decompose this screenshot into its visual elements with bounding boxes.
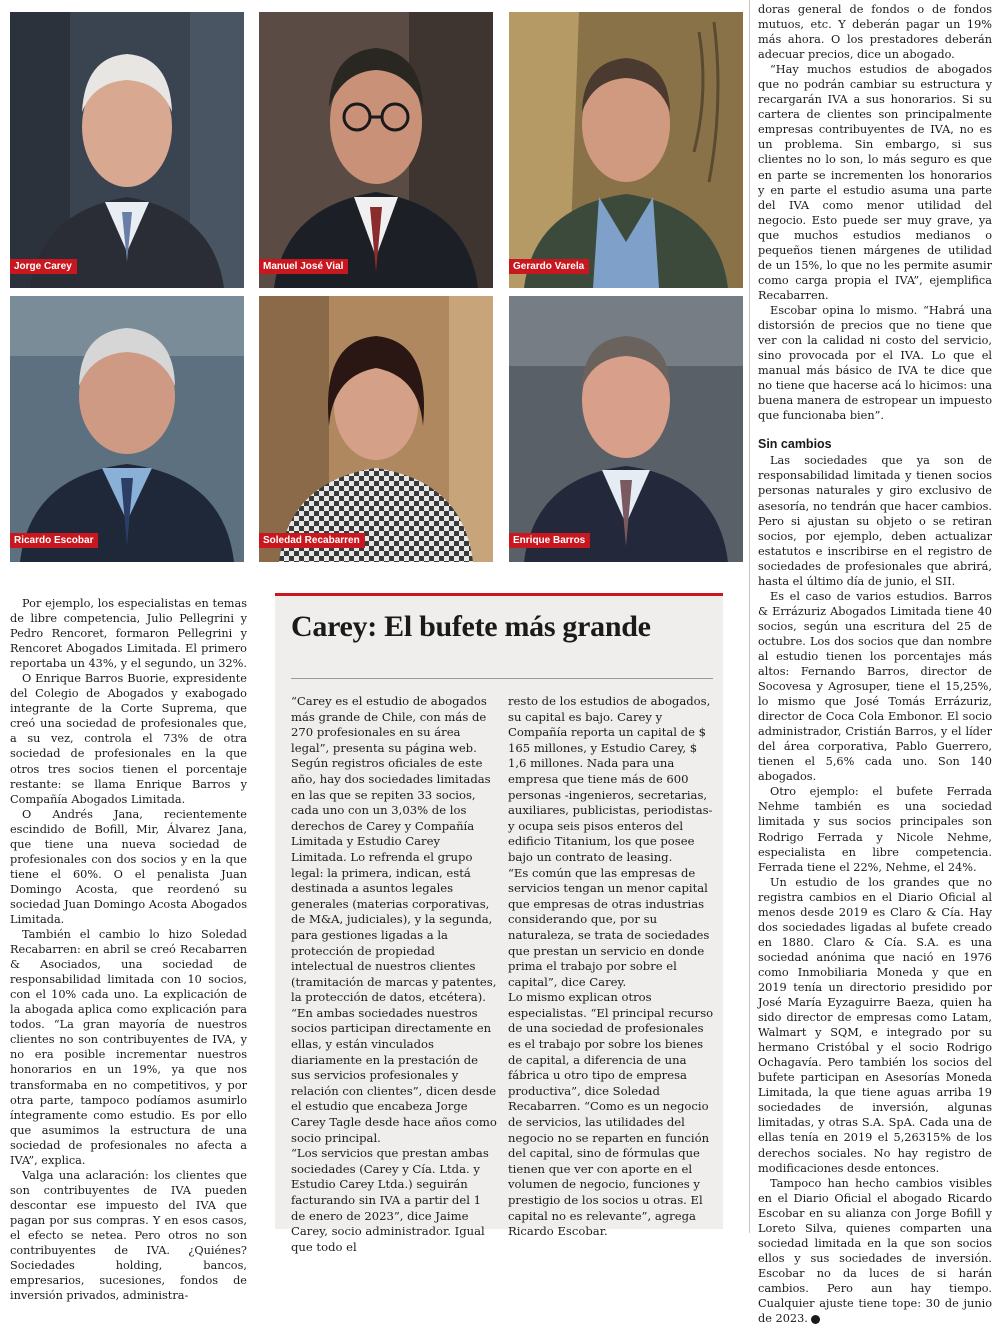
sidebar-column-right: [508, 694, 714, 1240]
photo-caption: Manuel José Vial: [259, 259, 348, 274]
body-paragraph: “Hay muchos estudios de abogados que no podrán cambiar su estructura y recargarán IVA a sus honorarios. Si su cartera de clientes son principalmente empresas contribuyentes de IVA, no es un problema. Sin embargo, si sus clientes no lo son, lo más seguro es que en parte se incrementen los honorarios y en parte el estudio asuma una parte del IVA como menor utilidad del negocio. Esto puede ser muy grave, ya que muchos estudios medianos o pequeños tienen márgenes de utilidad de un 15%, lo que no les permite asumir como carga propia el IVA”, ejemplifica Recabarren.: [758, 63, 992, 302]
photo-soledad-recabarren: [259, 296, 493, 562]
sidebar-paragraph: “Es común que las empresas de servicios tengan un menor capital que empresas de otras industrias considerando que, por su naturaleza, se trata de sociedades que prestan un servicio en donde prima el trabajo por sobre el capital”, dice Carey.: [508, 865, 710, 989]
portrait-image: [10, 296, 244, 562]
end-mark-icon: P: [811, 1315, 820, 1324]
body-paragraph: Valga una aclaración: los clientes que son contribuyentes de IVA pueden descontar ese impuesto del IVA que pagan por sus compras. Y en esos casos, el efecto se netea. Pero otros no son contribuyentes de IVA. ¿Quiénes? Sociedades holding, bancos, empresarios, sucesiones, fondos de inversión privados, administra-: [10, 1168, 247, 1303]
section-subhead: Sin cambios: [758, 437, 832, 452]
portrait-image: [509, 12, 743, 288]
portrait-image: [10, 12, 244, 288]
sidebar-title: Carey: El bufete más grande: [291, 610, 651, 643]
body-paragraph: Un estudio de los grandes que no registra cambios en el Diario Oficial al menos desde 2019 es Claro & Cía. Hay dos sociedades ligadas al bufete creado en 1880. Claro & Cía. S.A. es una sociedad anónima que nació en 1976 como Inmobiliaria Moneda y que en 2019 tenía un directorio presidido por José María Eyzaguirre Baeza, quien ha sido director de empresas como Latam, Walmart y SQM, e integrado por su hermano Cristóbal y el socio Rodrigo Ochagavía. Pero también los socios del bufete participan en Asesorías Moneda Limitada, la que tiene aguas arriba 19 sociedades de inversión, algunas limitadas, y otras S.A. SpA. Cada una de ellas tenía en 2019 el 5,26315% de los derechos sociales. No hay registro de modificaciones desde entonces.: [758, 875, 992, 1175]
title-rule: [291, 678, 713, 679]
body-paragraph: Es el caso de varios estudios. Barros & Errázuriz Abogados Limitada tiene 40 socios, según una escritura del 25 de octubre. Los dos socios que dan nombre al estudio tienen los porcentajes más altos: Fernando Barros, director de Socovesa y Agrosuper, tiene el 15,25%, lo mismo que José Tomás Errázuriz, director de Coca Cola Embonor. El socio administrador, Cristián Barros, y el líder del área corporativa, Pablo Guerrero, tienen el 5,6% cada uno. Son 140 abogados.: [758, 589, 992, 784]
photo-manuel-jose-vial: [259, 12, 493, 288]
photo-caption: Soledad Recabarren: [259, 533, 365, 548]
photo-enrique-barros: [509, 296, 743, 562]
body-paragraph: doras general de fondos o de fondos mutuos, etc. Y deberán pagar un 19% más ahora. O los prestadores deberán adecuar precios, dice un abogado.: [758, 3, 992, 62]
sidebar-paragraph: “En ambas sociedades nuestros socios participan directamente en ellas, y están vinculados diariamente en la prestación de sus servicios profesionales y relación con clientes”, dicen desde el estudio que encabeza Jorge Carey Tagle desde hace años como socio principal.: [291, 1005, 497, 1145]
body-paragraph: O Andrés Jana, recientemente escindido de Bofill, Mir, Álvarez Jana, que tiene una nueva sociedad de profesionales con dos socios y en la que tiene el 60%. O el penalista Juan Domingo Acosta, que reordenó su sociedad Juan Domingo Acosta Abogados Limitada.: [10, 807, 247, 926]
article-column-left: [10, 596, 247, 1303]
photo-caption: Gerardo Varela: [509, 259, 589, 274]
body-paragraph: O Enrique Barros Buorie, expresidente del Colegio de Abogados y exabogado integrante de la Corte Suprema, que creó una sociedad de profesionales que, a su vez, controla el 73% de otra sociedad de profesionales en la que otros tres socios tienen el porcentaje restante: se llama Enrique Barros y Compañía Abogados Limitada.: [10, 672, 247, 806]
closing-paragraph-text: Tampoco han hecho cambios visibles en el Diario Oficial el abogado Ricardo Escobar en su alianza con Jorge Bofill y Loreto Silva, quienes comparten una sociedad limitada en la que son socios ellos y sus sociedades de inversión. Escobar no da luces de si harán cambios. Pero aun hay tiempo. Cualquier ajuste tiene tope: 30 de junio de 2023.: [758, 1176, 992, 1326]
article-column-right: [758, 2, 992, 1326]
sidebar-paragraph: “Carey es el estudio de abogados más grande de Chile, con más de 270 profesionales en su área legal”, presenta su página web. Según registros oficiales de este año, hay dos sociedades limitadas en las que se repiten 33 socios, cada uno con un 3,03% de los derechos de Carey y Compañía Limitada y Estudio Carey Limitada. Lo refrenda el grupo legal: la primera, indican, está destinada a asuntos legales generales (materias corporativas, de M&A, judiciales), y la segunda, para gestiones ligadas a la protección de propiedad intelectual de nuestros clientes (tramitación de marcas y patentes, la protección de datos, etcétera).: [291, 694, 497, 1005]
sidebar-paragraph: resto de los estudios de abogados, su capital es bajo. Carey y Compañía reporta un capital de $ 165 millones, y Estudio Carey, $ 1,6 millones. Nada para una empresa que tiene más de 600 personas -ingenieros, secretarias, auxiliares, publicistas, periodistas- y ocupa seis pisos enteros del edificio Titanium, los que posee bajo un contrato de leasing.: [508, 694, 713, 864]
sidebar-column-left: [291, 694, 497, 1255]
sidebar-paragraph: Lo mismo explican otros especialistas. “El principal recurso de una sociedad de profesionales es el trabajo por sobre los bienes de capital, a diferencia de una fábrica u otro tipo de empresa productiva”, dice Soledad Recabarren. “Como es un negocio de servicios, las utilidades del negocio no se reparten en función del capital, sino de fórmulas que tienen que ver con aporte en el volumen de negocio, funciones y prestigio de los socios u otras. El capital no es relevante”, agrega Ricardo Escobar.: [508, 990, 714, 1239]
sidebar-box: [275, 593, 723, 1254]
portrait-image: [509, 296, 743, 562]
photo-caption: Enrique Barros: [509, 533, 590, 548]
column-divider: [749, 0, 750, 1233]
portrait-image: [259, 12, 493, 288]
photo-jorge-carey: [10, 12, 244, 288]
body-paragraph: Otro ejemplo: el bufete Ferrada Nehme también es una sociedad limitada y sus socios principales son Rodrigo Ferrada y Nicole Nehme, especialista en libre competencia. Ferrada tiene el 22%, Nehme, el 24%.: [758, 785, 992, 874]
photo-ricardo-escobar: [10, 296, 244, 562]
photo-caption: Jorge Carey: [10, 259, 77, 274]
body-paragraph: Escobar opina lo mismo. “Habrá una distorsión de precios que no tiene que ver con la calidad ni costo del servicio, sino provocada por el IVA. Lo que el manual más básico de IVA te dice que no tiene que hacerse acá lo hicimos: una buena manera de estropear un impuesto que funcionaba bien”.: [758, 303, 992, 423]
sidebar-paragraph: “Los servicios que prestan ambas sociedades (Carey y Cía. Ltda. y Estudio Carey Ltda.) seguirán facturando sin IVA a partir del 1 de enero de 2023”, dice Jaime Carey, socio administrador. Igual que todo el: [291, 1146, 489, 1254]
portrait-image: [259, 296, 493, 562]
photo-gerardo-varela: [509, 12, 743, 288]
body-paragraph: También el cambio lo hizo Soledad Recabarren: en abril se creó Recabarren & Asociados, una sociedad de responsabilidad limitada con 10 socios, con el 10% cada uno. La explicación de la abogada aplica como explicación para todos. “La gran mayoría de nuestros clientes no son contribuyentes de IVA, y no era posible incrementar nuestros honorarios en un 19%, ya que nos transformaba en no competitivos, y por otra parte, tampoco podíamos asumirlo íntegramente como estudio. Es por ello que asumimos la estructura de una sociedad de profesionales no afecta a IVA”, explica.: [10, 928, 247, 1167]
body-paragraph: Las sociedades que ya son de responsabilidad limitada y tienen socios personas naturales y giro exclusivo de asesoría, no tendrán que hacer cambios. Pero si ajustan su objeto o se retiran socios, por ejemplo, deben actualizar estatutos e inscribirse en el registro de sociedades de profesionales que abrirá, hasta el último día de junio, el SII.: [758, 454, 992, 588]
body-paragraph: [758, 1176, 992, 1326]
photo-caption: Ricardo Escobar: [10, 533, 98, 548]
body-paragraph: Por ejemplo, los especialistas en temas de libre competencia, Julio Pellegrini y Pedro Rencoret, formaron Pellegrini y Rencoret Abogados Limitada. El primero reportaba un 43%, y el segundo, un 32%.: [10, 597, 247, 671]
